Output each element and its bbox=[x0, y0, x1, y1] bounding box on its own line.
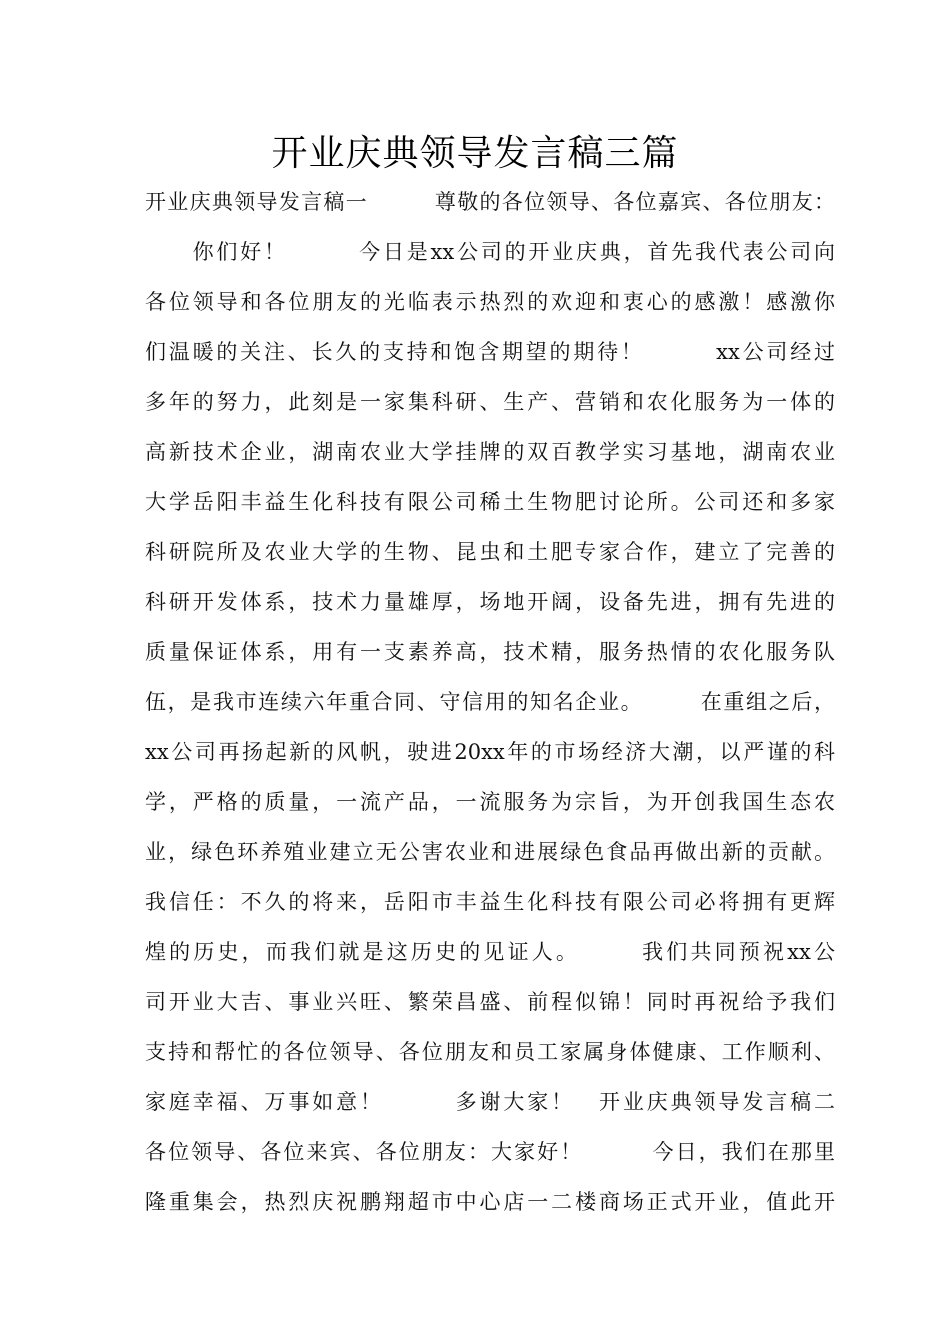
body-line: xx公司再扬起新的风帆，驶进20xx年的市场经济大潮，以严谨的科 bbox=[145, 740, 835, 764]
body-line: 学，严格的质量，一流产品，一流服务为宗旨，为开创我国生态农 bbox=[145, 790, 835, 814]
body-line: 煌的历史，而我们就是这历史的见证人。 我们共同预祝xx公 bbox=[145, 940, 835, 964]
body-line: 大学岳阳丰益生化科技有限公司稀土生物肥讨论所。公司还和多家 bbox=[145, 490, 835, 514]
body-line: 业，绿色环养殖业建立无公害农业和进展绿色食品再做出新的贡献。 bbox=[145, 840, 835, 864]
body-line: 开业庆典领导发言稿一 尊敬的各位领导、各位嘉宾、各位朋友： bbox=[145, 190, 835, 214]
document-body bbox=[145, 180, 835, 1230]
body-line: 各位领导、各位来宾、各位朋友：大家好！ 今日，我们在那里 bbox=[145, 1140, 835, 1164]
body-line: 各位领导和各位朋友的光临表示热烈的欢迎和衷心的感激！感激你 bbox=[145, 290, 835, 314]
body-line: 多年的努力，此刻是一家集科研、生产、营销和农化服务为一体的 bbox=[145, 390, 835, 414]
body-line: 司开业大吉、事业兴旺、繁荣昌盛、前程似锦！同时再祝给予我们 bbox=[145, 990, 835, 1014]
body-line: 隆重集会，热烈庆祝鹏翔超市中心店一二楼商场正式开业，值此开 bbox=[145, 1190, 835, 1214]
body-line: 科研开发体系，技术力量雄厚，场地开阔，设备先进，拥有先进的 bbox=[145, 590, 835, 614]
body-line: 质量保证体系，用有一支素养高，技术精，服务热情的农化服务队 bbox=[145, 640, 835, 664]
document-title: 开业庆典领导发言稿三篇 bbox=[271, 133, 679, 174]
body-line: 科研院所及农业大学的生物、昆虫和土肥专家合作，建立了完善的 bbox=[145, 540, 835, 564]
body-line: 伍，是我市连续六年重合同、守信用的知名企业。 在重组之后， bbox=[145, 690, 835, 714]
body-line: 我信任：不久的将来，岳阳市丰益生化科技有限公司必将拥有更辉 bbox=[145, 890, 835, 914]
body-line: 家庭幸福、万事如意！ 多谢大家！ 开业庆典领导发言稿二 bbox=[145, 1090, 835, 1114]
body-line: 支持和帮忙的各位领导、各位朋友和员工家属身体健康、工作顺利、 bbox=[145, 1040, 835, 1064]
body-line: 你们好！ 今日是xx公司的开业庆典，首先我代表公司向 bbox=[145, 240, 835, 264]
body-line: 高新技术企业，湖南农业大学挂牌的双百教学实习基地，湖南农业 bbox=[145, 440, 835, 464]
body-line: 们温暖的关注、长久的支持和饱含期望的期待！ xx公司经过 bbox=[145, 340, 835, 364]
